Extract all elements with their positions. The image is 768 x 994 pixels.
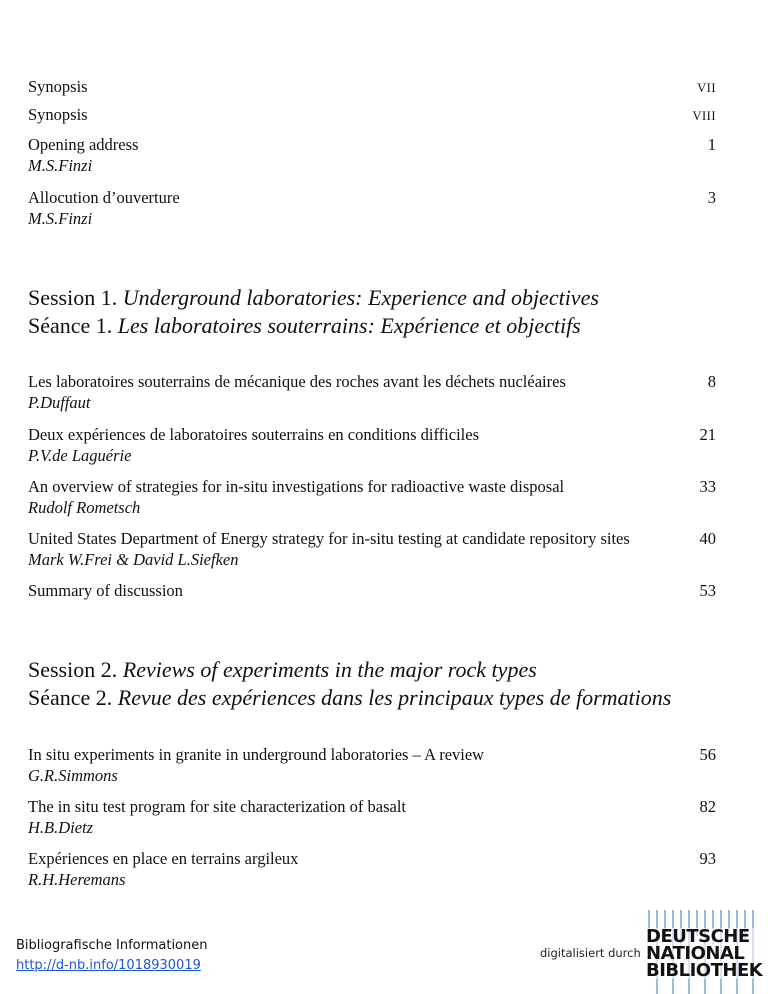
entry-title: Deux expériences de laboratoires souterrains en conditions difficiles [28, 425, 480, 444]
entry-page: 56 [699, 745, 716, 764]
entry-page: VIII [692, 109, 716, 123]
dnb-logo-text [646, 928, 762, 979]
entry-page: 3 [707, 188, 716, 207]
entry-author: Mark W.Frei & David L.Siefken [28, 550, 239, 569]
dnb-logo [646, 910, 763, 994]
session-prefix: Séance 1. [28, 313, 113, 338]
toc-entry [28, 134, 716, 176]
session-title: Revue des expériences dans les principaux types de formations [117, 685, 672, 710]
entry-page: 93 [699, 849, 716, 868]
entry-page: 1 [707, 135, 716, 154]
session-title: Underground laboratories: Experience and objectives [122, 285, 599, 310]
toc-entry [28, 187, 716, 229]
entry-title: Synopsis [28, 105, 88, 124]
session-title: Reviews of experiments in the major rock types [122, 657, 537, 682]
toc-entry [28, 424, 716, 466]
session-prefix: Séance 2. [28, 685, 113, 710]
entry-author: R.H.Heremans [28, 870, 126, 889]
entry-page: 82 [699, 797, 716, 816]
entry-title: Summary of discussion [28, 581, 183, 600]
dnb-logo-line: BIBLIOTHEK [646, 960, 763, 981]
entry-author: M.S.Finzi [28, 156, 93, 175]
entry-page: 21 [699, 425, 716, 444]
session-prefix: Session 2. [28, 657, 118, 682]
entry-title: United States Department of Energy strategy for in-situ testing at candidate repository sites [28, 529, 630, 548]
entry-page: 40 [699, 529, 716, 548]
entry-page: VII [697, 81, 716, 95]
entry-page: 8 [707, 372, 716, 391]
entry-title: An overview of strategies for in-situ investigations for radioactive waste disposal [28, 477, 565, 496]
session-prefix: Session 1. [28, 285, 118, 310]
entry-title: Synopsis [28, 77, 88, 96]
toc-entry [28, 796, 716, 838]
entry-author: Rudolf Rometsch [28, 498, 141, 517]
entry-title: In situ experiments in granite in underground laboratories – A review [28, 745, 485, 764]
toc-entry [28, 848, 716, 890]
session-heading-en [28, 284, 599, 312]
toc-entry [28, 104, 716, 127]
biblio-label: Bibliografische Informationen [16, 938, 208, 953]
toc-entry [28, 744, 716, 786]
toc-entry [28, 371, 716, 413]
biblio-link[interactable]: http://d-nb.info/1018930019 [16, 958, 201, 973]
dnb-logo-line: NATIONAL [646, 943, 745, 964]
entry-author: P.Duffaut [28, 393, 91, 412]
toc-entry [28, 76, 716, 99]
session-title: Les laboratoires souterrains: Expérience et objectifs [117, 313, 581, 338]
digitalized-by-label: digitalisiert durch [540, 946, 641, 960]
entry-author: M.S.Finzi [28, 209, 93, 228]
entry-title: Opening address [28, 135, 139, 154]
biblio-info [16, 936, 208, 976]
entry-title: Expériences en place en terrains argileux [28, 849, 299, 868]
entry-page: 33 [699, 477, 716, 496]
entry-title: Allocution d’ouverture [28, 188, 180, 207]
entry-author: G.R.Simmons [28, 766, 118, 785]
entry-title: Les laboratoires souterrains de mécanique des roches avant les déchets nucléaires [28, 372, 566, 391]
toc-entry [28, 580, 716, 601]
toc-entry [28, 528, 716, 570]
entry-page: 53 [699, 581, 716, 600]
dnb-logo-line: DEUTSCHE [646, 926, 750, 947]
entry-author: H.B.Dietz [28, 818, 94, 837]
session-heading-en [28, 656, 537, 684]
entry-title: The in situ test program for site characterization of basalt [28, 797, 406, 816]
session-heading-fr [28, 312, 581, 340]
session-heading-fr [28, 684, 671, 712]
entry-author: P.V.de Laguérie [28, 446, 132, 465]
toc-entry [28, 476, 716, 518]
